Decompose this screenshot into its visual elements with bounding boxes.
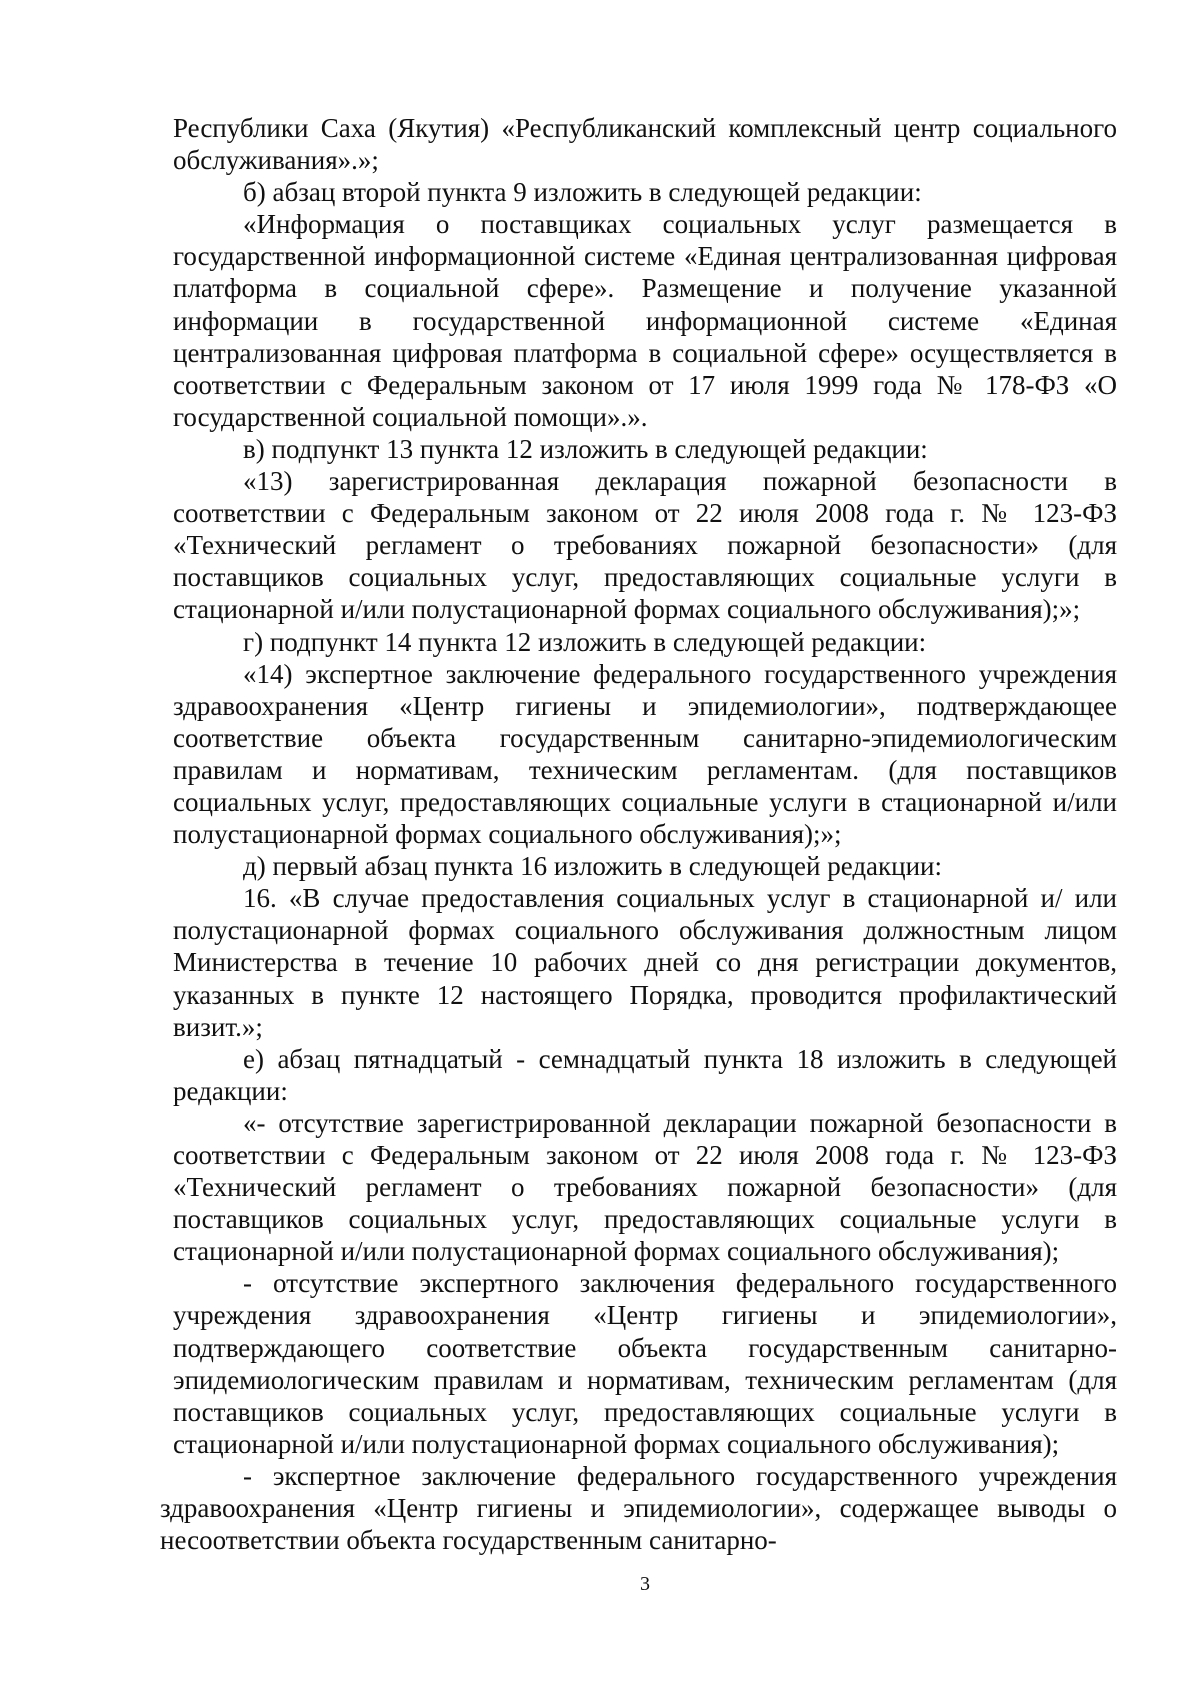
- paragraph-item-e: е) абзац пятнадцатый - семнадцатый пункта 18 изложить в следующей редакции:: [173, 1043, 1117, 1106]
- paragraph-continuation: Республики Саха (Якутия) «Республиканский комплексный центр социального обслуживания».»;: [173, 113, 1117, 176]
- paragraph-item-b: б) абзац второй пункта 9 изложить в следующей редакции:: [243, 177, 922, 208]
- paragraph-quote-information: «Информация о поставщиках социальных услуг размещается в государственной информационной системе «Единая централизованная цифровая платформа в социальной сфере». Размещение и получение указанной информации в государственной информационной системе «Единая централизованная цифровая платформа в социальной сфере» осуществляется в соответствии с Федеральным законом от 17 июля 1999 года № 178-ФЗ «О государственной социальной помощи».».: [173, 209, 1117, 432]
- paragraph-quote-14: «14) экспертное заключение федерального государственного учреждения здравоохранения «Центр гигиены и эпидемиологии», подтверждающее соответствие объекта государственным санитарно-эпидемиологическим правилам и нормативам, техническим регламентам. (для поставщиков социальных услуг, предоставляющих социальные услуги в стационарной и/или полустационарной формах социального обслуживания);»;: [173, 658, 1117, 850]
- paragraph-item-g: г) подпункт 14 пункта 12 изложить в следующей редакции:: [243, 626, 927, 657]
- paragraph-quote-16: 16. «В случае предоставления социальных услуг в стационарной и/ или полустационарной формах социального обслуживания должностным лицом Министерства в течение 10 рабочих дней со дня регистрации документов, указанных в пункте 12 настоящего Порядка, проводится профилактический визит.»;: [173, 883, 1117, 1042]
- paragraph-quote-13: «13) зарегистрированная декларация пожарной безопасности в соответствии с Федеральным законом от 22 июля 2008 года г. № 123-ФЗ «Технический регламент о требованиях пожарной безопасности» (для поставщиков социальных услуг, предоставляющих социальные услуги в стационарной и/или полустационарной формах социального обслуживания);»;: [173, 466, 1117, 625]
- paragraph-absence-expert-conclusion: - отсутствие экспертного заключения федерального государственного учреждения здравоохранения «Центр гигиены и эпидемиологии», подтверждающего соответствие объекта государственным санитарно-эпидемиологическим правилам и нормативам, техническим регламентам (для поставщиков социальных услуг, предоставляющих социальные услуги в стационарной и/или полустационарной формах социального обслуживания);: [173, 1268, 1117, 1459]
- paragraph-item-v: в) подпункт 13 пункта 12 изложить в следующей редакции:: [243, 433, 928, 464]
- document-body: [160, 112, 1117, 1556]
- page-number: 3: [640, 1573, 650, 1595]
- paragraph-item-d: д) первый абзац пункта 16 изложить в следующей редакции:: [243, 851, 943, 882]
- paragraph-quote-absence-declaration: «- отсутствие зарегистрированной декларации пожарной безопасности в соответствии с Федеральным законом от 22 июля 2008 года г. № 123-ФЗ «Технический регламент о требованиях пожарной безопасности» (для поставщиков социальных услуг, предоставляющих социальные услуги в стационарной и/или полустационарной формах социального обслуживания);: [173, 1107, 1117, 1267]
- paragraph-expert-conclusion-noncompliance: - экспертное заключение федерального государственного учреждения здравоохранения «Центр гигиены и эпидемиологии», содержащее выводы о несоответствии объекта государственным санитарно-: [160, 1460, 1117, 1556]
